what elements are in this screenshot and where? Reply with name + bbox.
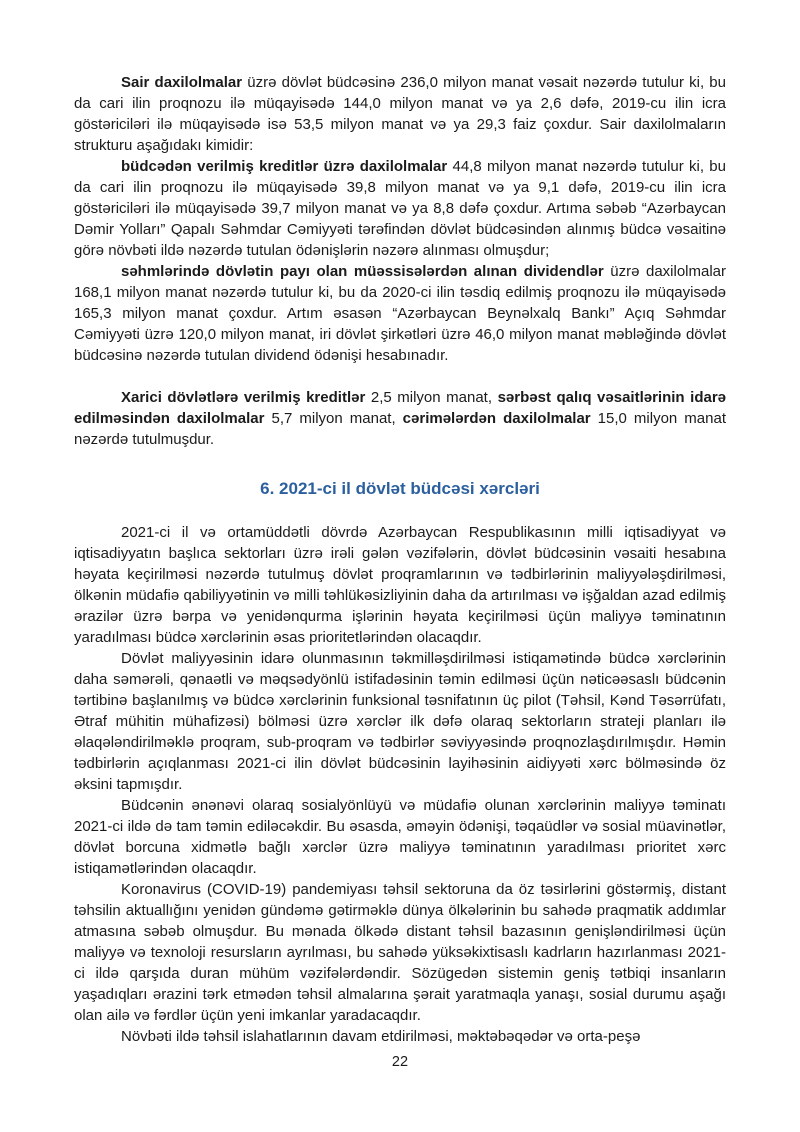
text-run: Büdcənin ənənəvi olaraq sosialyönlüyü və müdafiə olunan xərclərinin maliyyə təminatı 2021-ci ildə də tam təmin ediləcəkdir. Bu əsasda, əməyin ödənişi, təqaüdlər və sosial müavinətlər, dövlət borcuna xidmətlə bağlı xərclər üzrə maliyyə təminatının yaradılması prioritet xərc istiqamətlərindən olacaqdır. — [74, 797, 726, 877]
paragraph-dividendler — [74, 261, 726, 366]
text-run: 5,7 milyon manat, — [264, 410, 403, 427]
paragraph-novbeti-ilde — [74, 1026, 726, 1047]
text-run: 15,0 milyon manat nəzərdə tutulmuşdur. — [74, 410, 726, 448]
bold-run: cərimələrdən daxilolmalar — [402, 410, 591, 427]
paragraph-sair-daxilolmalar — [74, 72, 726, 156]
bold-run: səhmlərində dövlətin payı olan müəssisələrdən alınan dividendlər — [121, 263, 604, 280]
text-run: üzrə dövlət büdcəsinə 236,0 milyon manat vəsait nəzərdə tutulur ki, bu da cari ilin proqnozu ilə müqayisədə 144,0 milyon manat və ya 2,6 dəfə, 2019-cu ilin icra göstəriciləri ilə müqayisədə isə 53,5 milyon manat və ya 29,3 faiz çoxdur. Sair daxilolmaların strukturu aşağıdakı kimidir: — [74, 74, 726, 154]
page-number: 22 — [391, 1054, 409, 1070]
text-run: 2,5 milyon manat, — [365, 389, 498, 406]
text-run: Növbəti ildə təhsil islahatlarının davam etdirilməsi, məktəbəqədər və orta-peşə — [121, 1028, 641, 1045]
text-run: Koronavirus (COVID-19) pandemiyası təhsil sektoruna da öz təsirlərini göstərmiş, distant təhsilin aktuallığını yenidən gündəmə gətirməklə dünya ölkələrinin bu sahədə praqmatik addımlar atmasına səbəb olmuşdur. Bu mənada ölkədə distant təhsil bazasının genişləndirilməsi üçün maliyyə və texnoloji resursların ayrılması, bu sahədə yüksəkixtisaslı kadrların hazırlanması 2021-ci ildə qarşıda duran mühüm vəzifələrdəndir. Sözügedən sistemin geniş tətbiqi insanların yaşadıqları ərazini tərk etmədən təhsil almalarına şərait yaratmaqla yanaşı, sosial durumu aşağı olan ailə və fərdlər üçün yeni imkanlar yaradacaqdır. — [74, 881, 726, 1024]
bold-run: sərbəst qalıq vəsaitlərinin idarə edilməsindən daxilolmalar — [74, 389, 727, 427]
bold-run: büdcədən verilmiş kreditlər üzrə daxilolmalar — [121, 158, 448, 175]
paragraph-budceden-verilmis-kreditler — [74, 156, 726, 261]
bold-run: Sair daxilolmalar — [121, 74, 243, 91]
paragraph-xarici-dovletlere-kreditler — [74, 387, 726, 450]
bold-run: Xarici dövlətlərə verilmiş kreditlər — [121, 389, 366, 406]
paragraph-dovlet-maliyyesi — [74, 648, 726, 795]
text-run: 44,8 milyon manat nəzərdə tutulur ki, bu da cari ilin proqnozu ilə müqayisədə 39,8 milyon manat və ya 9,1 dəfə, 2019-cu ilin icra göstəriciləri ilə müqayisədə 39,7 milyon manat və ya 8,8 dəfə çoxdur. Artıma səbəb “Azərbaycan Dəmir Yolları” Qapalı Səhmdar Cəmiyyəti tərəfindən dövlət büdcəsindən alınmış büdcə vəsaitinə görə növbəti ildə nəzərdə tutulan ödənişlərin nəzərə alınması olmuşdur; — [74, 158, 726, 259]
paragraph-koronavirus-tehsil — [74, 879, 726, 1026]
paragraph-2021-prioritetler — [74, 522, 726, 648]
text-run: Dövlət maliyyəsinin idarə olunmasının təkmilləşdirilməsi istiqamətində büdcə xərclərinin daha səmərəli, qənaətli və məqsədyönlü istifadəsinin təmin edilməsi üçün nəticəəsaslı büdcənin tərtibinə başlanılmış və büdcə xərclərinin funksional təsnifatının üç pilot (Təhsil, Kənd Təsərrüfatı, Ətraf mühitin mühafizəsi) bölməsi üzrə xərclər ilk dəfə olaraq sektorların strateji planları ilə əlaqələndirilməklə proqram, sub-proqram və tədbirlər səviyyəsində proqnozlaşdırılmışdır. Həmin tədbirlərin açıqlanması 2021-ci ilin dövlət büdcəsinin layihəsinin aidiyyəti xərc bölməsində öz əksini tapmışdır. — [74, 650, 726, 793]
text-run: üzrə daxilolmalar 168,1 milyon manat nəzərdə tutulur ki, bu da 2020-ci ilin təsdiq edilmiş proqnozu ilə müqayisədə 165,3 milyon manat çoxdur. Artım əsasən “Azərbaycan Beynəlxalq Bankı” Açıq Səhmdar Cəmiyyəti üzrə 120,0 milyon manat, iri dövlət şirkətləri üzrə 46,0 milyon manat məbləğində dövlət büdcəsinə nəzərdə tutulan dividend ödənişi hesabınadır. — [74, 263, 727, 364]
section-heading: 6. 2021-ci il dövlət büdcəsi xərcləri — [260, 479, 540, 498]
paragraph-sosialyonluk — [74, 795, 726, 879]
text-run: 2021-ci il və ortamüddətli dövrdə Azərbaycan Respublikasının milli iqtisadiyyat və iqtisadiyyatın başlıca sektorları üzrə irəli gələn vəzifələrin, dövlət büdcəsinin vəsaiti hesabına həyata keçirilməsi nəzərdə tutulmuş dövlət proqramlarının və tədbirlərinin maliyyələşdirilməsi, ölkənin müdafiə qabiliyyətinin və milli təhlükəsizliyinin daha da artırılması və işğaldan azad edilmiş ərazilər üzrə bərpa və yenidənqurma işlərinin həyata keçirilməsi üçün maliyyə təminatının yaradılması büdcə xərclərinin əsas prioritetlərindən olacaqdır. — [74, 524, 726, 646]
